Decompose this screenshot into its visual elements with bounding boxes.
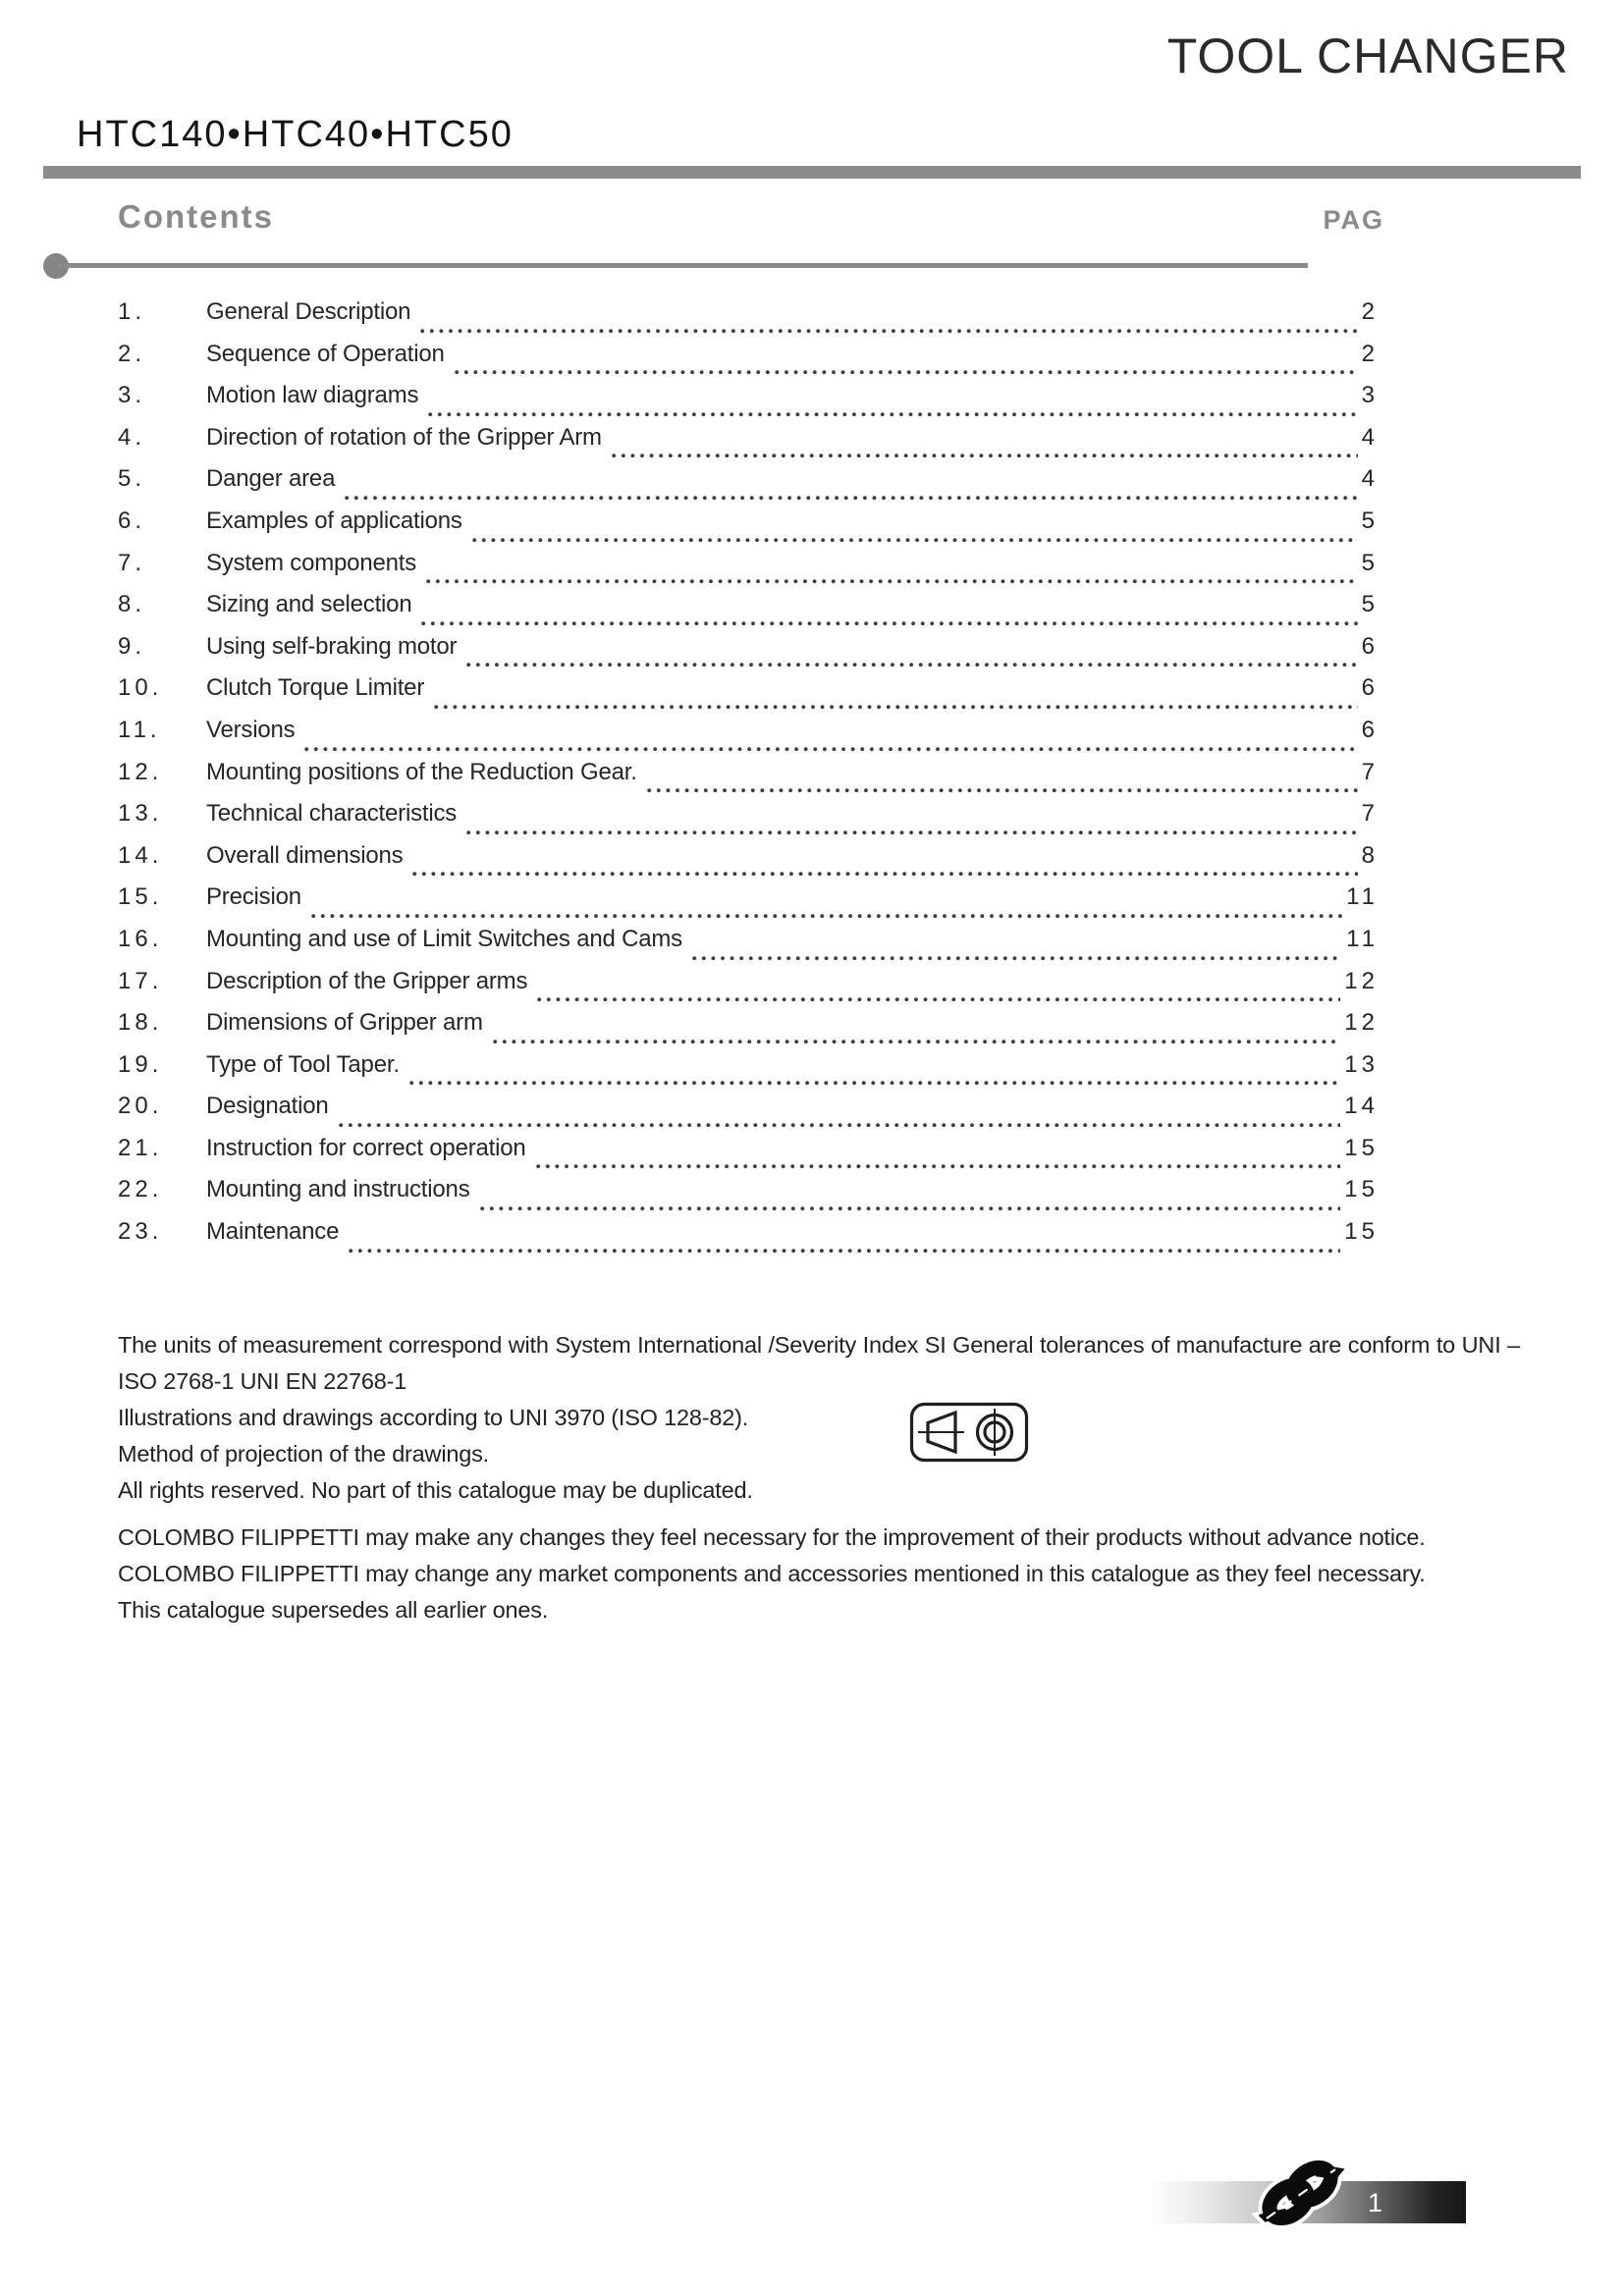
toc-row — [118, 633, 1379, 675]
toc-item-number: 10. — [118, 674, 163, 702]
toc-row — [118, 674, 1379, 717]
toc-item-number: 23. — [118, 1218, 163, 1246]
toc-item-title: Examples of applications — [206, 507, 462, 534]
toc-item-title: General Description — [206, 298, 411, 325]
toc-item-number: 12. — [118, 758, 163, 785]
toc-item-title: Instruction for correct operation — [206, 1134, 526, 1161]
note-supersedes: This catalogue supersedes all earlier ones. — [118, 1597, 549, 1623]
dot-leader — [493, 1040, 1341, 1044]
dot-leader — [612, 454, 1358, 458]
dot-leader — [434, 705, 1358, 710]
toc-item-page: 6 — [1361, 716, 1379, 743]
note-projection: Method of projection of the drawings. — [118, 1441, 489, 1467]
toc-item-page: 4 — [1361, 465, 1379, 493]
toc-row — [118, 800, 1379, 842]
toc-item-title: Danger area — [206, 465, 336, 493]
page-number: 1 — [1368, 2188, 1383, 2217]
toc-item-page: 8 — [1361, 841, 1379, 869]
toc-row — [118, 382, 1379, 424]
toc-row — [118, 926, 1379, 968]
knot-logo-icon — [1245, 2152, 1359, 2236]
toc-item-title: Sizing and selection — [206, 591, 412, 618]
toc-item-number: 21. — [118, 1134, 163, 1161]
toc-row — [118, 1218, 1379, 1260]
toc-row — [118, 883, 1379, 926]
toc-item-title: Mounting and instructions — [206, 1176, 470, 1203]
toc-row — [118, 424, 1379, 466]
note-illustrations: Illustrations and drawings according to UNI 3970 (ISO 128-82). — [118, 1405, 749, 1430]
toc-item-title: Description of the Gripper arms — [206, 967, 528, 994]
toc-row — [118, 1051, 1379, 1094]
toc-item-number: 3. — [118, 382, 146, 409]
toc-item-number: 5. — [118, 465, 146, 493]
toc-item-title: Overall dimensions — [206, 841, 404, 869]
toc-item-title: Versions — [206, 716, 296, 743]
dot-leader — [339, 1123, 1341, 1128]
toc-item-page: 15 — [1344, 1134, 1379, 1161]
dot-leader — [466, 830, 1358, 835]
toc-item-page: 15 — [1344, 1218, 1379, 1246]
toc-item-title: Dimensions of Gripper arm — [206, 1009, 483, 1037]
toc-item-page: 4 — [1361, 423, 1379, 451]
toc-item-number: 11. — [118, 716, 161, 743]
toc-item-title: Direction of rotation of the Gripper Arm — [206, 423, 602, 451]
table-of-contents — [118, 298, 1379, 1260]
toc-item-page: 5 — [1361, 549, 1379, 576]
toc-row — [118, 968, 1379, 1010]
toc-item-title: Technical characteristics — [206, 800, 458, 828]
toc-item-page: 13 — [1344, 1050, 1379, 1078]
dot-leader — [426, 579, 1358, 584]
toc-row — [118, 842, 1379, 884]
toc-row — [118, 507, 1379, 550]
toc-row — [118, 717, 1379, 759]
note-components: COLOMBO FILIPPETTI may change any market components and accessories mentioned in this catalogue as they feel necessary. — [118, 1561, 1426, 1586]
toc-row — [118, 298, 1379, 341]
toc-row — [118, 759, 1379, 801]
toc-item-number: 6. — [118, 507, 146, 534]
toc-item-page: 14 — [1344, 1093, 1379, 1120]
toc-item-number: 1. — [118, 298, 146, 325]
model-series-title: HTC140•HTC40•HTC50 — [77, 114, 514, 155]
toc-item-page: 7 — [1361, 800, 1379, 828]
toc-item-number: 22. — [118, 1176, 163, 1203]
header-rule — [43, 166, 1581, 179]
toc-row — [118, 341, 1379, 383]
toc-item-number: 13. — [118, 800, 163, 828]
note-changes: COLOMBO FILIPPETTI may make any changes they feel necessary for the improvement of their products without advance notice. — [118, 1524, 1426, 1550]
toc-item-page: 5 — [1361, 591, 1379, 618]
toc-item-page: 6 — [1361, 674, 1379, 702]
toc-item-number: 2. — [118, 340, 146, 367]
toc-item-title: Clutch Torque Limiter — [206, 674, 425, 702]
dot-leader — [472, 538, 1358, 543]
toc-item-number: 16. — [118, 925, 163, 952]
dot-leader — [304, 747, 1357, 752]
toc-item-page: 12 — [1344, 1009, 1379, 1037]
toc-item-page: 12 — [1344, 967, 1379, 994]
dot-leader — [349, 1249, 1340, 1254]
toc-item-title: Type of Tool Taper. — [206, 1050, 400, 1078]
dot-leader — [536, 1164, 1341, 1169]
toc-item-number: 17. — [118, 967, 163, 994]
first-angle-projection-icon — [909, 1402, 1029, 1463]
note-units: The units of measurement correspond with System International /Severity Index SI General tolerances of manufacture are conform to UNI – ISO 2768-1 UNI EN 22768-1 — [118, 1332, 1520, 1394]
dot-leader — [345, 496, 1357, 501]
toc-item-number: 9. — [118, 632, 146, 660]
dot-leader — [421, 621, 1357, 626]
toc-item-number: 19. — [118, 1050, 163, 1078]
toc-item-page: 2 — [1361, 298, 1379, 325]
dot-leader — [692, 956, 1342, 961]
toc-item-title: Mounting positions of the Reduction Gear. — [206, 758, 637, 785]
dot-leader — [428, 412, 1357, 417]
contents-heading: Contents — [118, 198, 274, 235]
toc-item-number: 4. — [118, 423, 146, 451]
note-rights: All rights reserved. No part of this catalogue may be duplicated. — [118, 1477, 753, 1503]
toc-item-page: 6 — [1361, 632, 1379, 660]
toc-item-number: 8. — [118, 591, 146, 618]
dot-leader — [647, 788, 1358, 793]
toc-row — [118, 1093, 1379, 1135]
toc-item-page: 3 — [1361, 382, 1379, 409]
toc-item-page: 7 — [1361, 758, 1379, 785]
toc-item-page: 5 — [1361, 507, 1379, 534]
toc-item-title: Mounting and use of Limit Switches and Cams — [206, 925, 682, 952]
page-column-label: PAG — [1323, 205, 1384, 235]
toc-item-number: 14. — [118, 841, 163, 869]
dot-leader — [409, 1081, 1341, 1086]
toc-item-number: 15. — [118, 883, 163, 911]
dot-leader — [412, 872, 1357, 877]
toc-row — [118, 1135, 1379, 1177]
toc-item-title: Maintenance — [206, 1218, 340, 1246]
toc-item-page: 2 — [1361, 340, 1379, 367]
toc-row — [118, 1176, 1379, 1218]
toc-row — [118, 465, 1379, 507]
toc-item-number: 18. — [118, 1009, 163, 1037]
dot-leader — [420, 329, 1357, 334]
toc-item-number: 20. — [118, 1093, 163, 1120]
dot-leader — [480, 1206, 1341, 1211]
notes-block — [118, 1327, 1520, 1629]
dot-leader — [466, 663, 1357, 667]
toc-item-title: Designation — [206, 1093, 329, 1120]
toc-item-title: Precision — [206, 883, 301, 911]
toc-row — [118, 1009, 1379, 1051]
dot-leader — [311, 914, 1342, 919]
contents-rule — [57, 263, 1308, 268]
toc-item-title: Sequence of Operation — [206, 340, 445, 367]
document-title: TOOL CHANGER — [1166, 28, 1569, 83]
dot-leader — [537, 997, 1340, 1002]
toc-item-title: Using self-braking motor — [206, 632, 458, 660]
toc-item-number: 7. — [118, 549, 146, 576]
toc-item-title: Motion law diagrams — [206, 382, 419, 409]
toc-row — [118, 591, 1379, 633]
toc-item-page: 11 — [1346, 883, 1379, 911]
toc-item-title: System components — [206, 549, 417, 576]
contents-header — [118, 198, 1384, 236]
dot-leader — [455, 370, 1358, 375]
toc-row — [118, 550, 1379, 592]
toc-item-page: 15 — [1344, 1176, 1379, 1203]
toc-item-page: 11 — [1346, 925, 1379, 952]
